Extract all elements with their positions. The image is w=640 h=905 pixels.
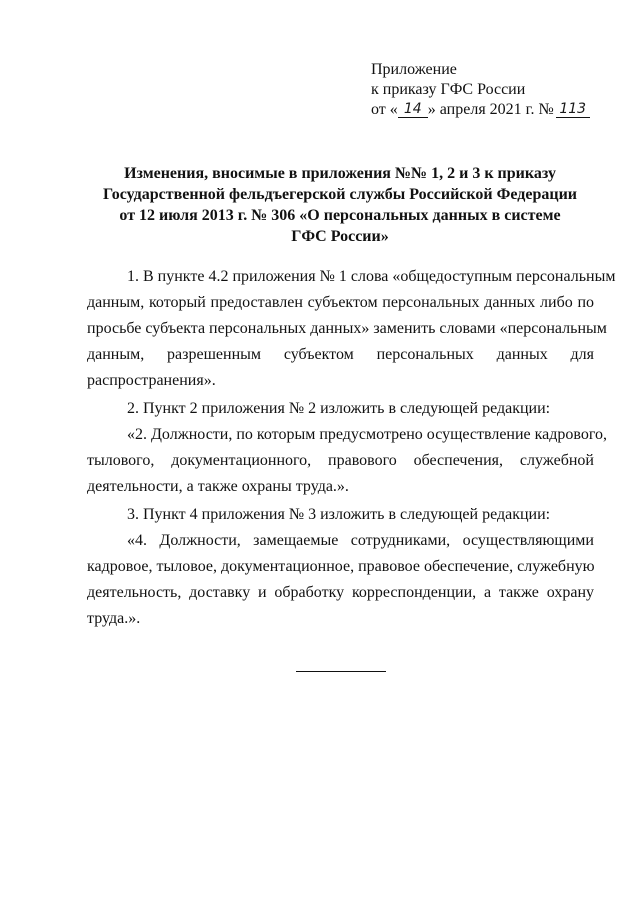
item-3-quote-line: «4. Должности, замещаемые сотрудниками, осуществляющими xyxy=(127,532,594,549)
end-of-document-rule xyxy=(296,671,386,672)
title-line: Изменения, вносимые в приложения №№ 1, 2 и 3 к приказу xyxy=(124,165,556,182)
handwritten-order-number: 113 xyxy=(556,101,590,118)
order-reference: к приказу ГФС России xyxy=(371,81,526,98)
appendix-header xyxy=(371,60,590,120)
title-line: от 12 июля 2013 г. № 306 «О персональных данных в системе xyxy=(119,207,561,224)
handwritten-day: 14 xyxy=(398,101,428,118)
item-1 xyxy=(87,264,616,394)
item-3 xyxy=(87,502,594,632)
item-2 xyxy=(87,396,608,500)
item-2-quote-line: «2. Должности, по которым предусмотрено осуществление кадрового, xyxy=(127,426,608,443)
item-2-heading: 2. Пункт 2 приложения № 2 изложить в следующей редакции: xyxy=(127,400,551,417)
item-1-line: данным, который предоставлен субъектом персональных данных либо по xyxy=(87,294,594,311)
document-title xyxy=(80,163,600,247)
item-1-line: просьбе субъекта персональных данных» заменить словами «персональным xyxy=(87,320,607,337)
item-2-quote-line: деятельности, а также охраны труда.». xyxy=(87,478,349,495)
title-line: ГФС России» xyxy=(291,228,389,245)
item-3-quote-line: труда.». xyxy=(87,610,141,627)
item-1-line: данным, разрешенным субъектом персональных данных для xyxy=(87,346,594,363)
item-3-heading: 3. Пункт 4 приложения № 3 изложить в следующей редакции: xyxy=(127,506,551,523)
date-prefix: от « xyxy=(371,101,398,118)
document-body xyxy=(87,264,616,632)
date-middle: » апреля 2021 г. № xyxy=(427,101,554,118)
title-line: Государственной фельдъегерской службы Российской Федерации xyxy=(103,186,577,203)
item-2-quote-line: тылового, документационного, правового обеспечения, служебной xyxy=(87,452,594,469)
item-3-quote-line: деятельность, доставку и обработку корреспонденции, а также охрану xyxy=(87,584,594,601)
appendix-label: Приложение xyxy=(371,61,457,78)
item-1-line: 1. В пункте 4.2 приложения № 1 слова «общедоступным персональным xyxy=(127,268,616,285)
item-1-line: распространения». xyxy=(87,372,216,389)
item-3-quote-line: кадровое, тыловое, документационное, правовое обеспечение, служебную xyxy=(87,558,595,575)
order-date-line xyxy=(371,100,590,120)
